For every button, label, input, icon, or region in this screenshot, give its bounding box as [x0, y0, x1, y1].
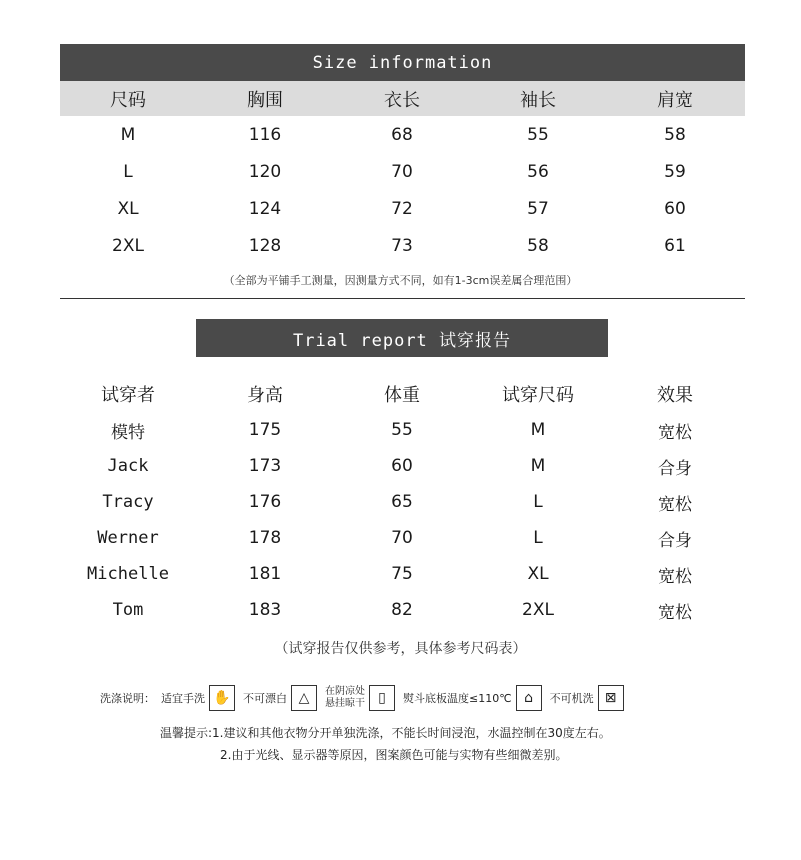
tip-line-1: 温馨提示:1.建议和其他衣物分开单独洗涤，不能长时间浸泡，水温控制在30度左右。 [160, 726, 611, 740]
length-cell: 68 [391, 124, 413, 145]
care-instructions [100, 683, 632, 713]
size-header-length: 衣长 [384, 89, 420, 111]
length-cell: 70 [391, 161, 413, 182]
care-text: 熨斗底板温度≤110℃ [403, 692, 512, 705]
size-cell: L [123, 161, 133, 182]
trial-header-size: 试穿尺码 [502, 385, 574, 406]
care-text: 不可机洗 [549, 692, 594, 705]
wearer-cell: Tracy [102, 492, 154, 512]
wearer-cell: Werner [97, 528, 159, 548]
height-cell: 173 [248, 456, 282, 476]
care-text [325, 686, 365, 710]
no-machine-wash-icon: ⊠ [598, 685, 624, 711]
iron-icon: ⌂ [516, 685, 542, 711]
shoulder-cell: 59 [664, 161, 686, 182]
trial-header-wearer: 试穿者 [101, 385, 155, 406]
trial-note: （试穿报告仅供参考，具体参考尺码表） [274, 641, 527, 657]
sleeve-cell: 57 [527, 198, 549, 219]
weight-cell: 75 [391, 564, 413, 584]
trial-size-cell: M [530, 456, 546, 476]
height-cell: 176 [248, 492, 282, 512]
shoulder-cell: 60 [664, 198, 686, 219]
trial-size-cell: L [533, 528, 543, 548]
effect-cell: 宽松 [658, 602, 692, 623]
effect-cell: 宽松 [658, 494, 692, 515]
length-cell: 73 [391, 235, 413, 256]
size-header-chest: 胸围 [247, 89, 283, 111]
hand-wash-icon: ✋ [209, 685, 235, 711]
trial-header-effect: 效果 [657, 385, 693, 406]
wearer-cell: Tom [112, 600, 144, 620]
chest-cell: 124 [248, 198, 282, 219]
height-cell: 181 [248, 564, 282, 584]
size-cell: M [120, 124, 136, 145]
weight-cell: 60 [391, 456, 413, 476]
effect-cell: 合身 [658, 530, 692, 551]
care-label: 洗涤说明： [100, 692, 155, 705]
trial-size-cell: L [533, 492, 543, 512]
trial-table-header [0, 376, 801, 412]
table-row [0, 116, 801, 153]
table-row [0, 520, 801, 556]
wearer-cell: 模特 [111, 422, 145, 443]
care-item [325, 685, 395, 711]
care-item [550, 685, 624, 711]
care-item [403, 685, 542, 711]
sleeve-cell: 55 [527, 124, 549, 145]
table-row [0, 190, 801, 227]
shoulder-cell: 61 [664, 235, 686, 256]
chest-cell: 128 [248, 235, 282, 256]
trial-header-weight: 体重 [384, 385, 420, 406]
hang-dry-icon: ▯ [369, 685, 395, 711]
table-row [0, 153, 801, 190]
effect-cell: 合身 [658, 458, 692, 479]
trial-size-cell: M [530, 420, 546, 440]
height-cell: 183 [248, 600, 282, 620]
table-row [0, 556, 801, 592]
section-divider [60, 298, 745, 299]
measurement-note: （全部为平铺手工测量，因测量方式不同，如有1-3cm误差属合理范围） [223, 274, 578, 287]
care-text-line2: 悬挂晾干 [325, 698, 365, 709]
table-row [0, 484, 801, 520]
size-table-header [60, 81, 745, 116]
trial-size-cell: 2XL [522, 600, 554, 620]
sleeve-cell: 56 [527, 161, 549, 182]
trial-report-title: Trial report 试穿报告 [196, 319, 608, 357]
height-cell: 175 [248, 420, 282, 440]
no-bleach-icon: △ [291, 685, 317, 711]
trial-header-height: 身高 [247, 385, 283, 406]
size-header-shoulder: 肩宽 [657, 89, 693, 111]
warm-tips [160, 722, 611, 766]
table-row [0, 227, 801, 264]
weight-cell: 70 [391, 528, 413, 548]
table-row [0, 592, 801, 628]
care-text: 适宜手洗 [161, 692, 205, 705]
care-text-line1: 在阴凉处 [325, 686, 365, 697]
weight-cell: 55 [391, 420, 413, 440]
trial-size-cell: XL [527, 564, 549, 584]
chest-cell: 120 [248, 161, 282, 182]
sleeve-cell: 58 [527, 235, 549, 256]
effect-cell: 宽松 [658, 566, 692, 587]
care-item [161, 685, 235, 711]
tip-line-2: 2.由于光线、显示器等原因，图案颜色可能与实物有些细微差别。 [220, 748, 568, 762]
weight-cell: 65 [391, 492, 413, 512]
length-cell: 72 [391, 198, 413, 219]
weight-cell: 82 [391, 600, 413, 620]
shoulder-cell: 58 [664, 124, 686, 145]
size-header-sleeve: 袖长 [520, 89, 556, 111]
care-text: 不可漂白 [243, 692, 287, 705]
chest-cell: 116 [248, 124, 282, 145]
effect-cell: 宽松 [658, 422, 692, 443]
size-cell: 2XL [112, 235, 144, 256]
table-row [0, 448, 801, 484]
height-cell: 178 [248, 528, 282, 548]
wearer-cell: Michelle [87, 564, 169, 584]
size-cell: XL [117, 198, 139, 219]
size-header-size: 尺码 [110, 89, 146, 111]
table-row [0, 412, 801, 448]
wearer-cell: Jack [107, 456, 149, 476]
size-info-title: Size information [60, 44, 745, 81]
care-item [243, 685, 317, 711]
